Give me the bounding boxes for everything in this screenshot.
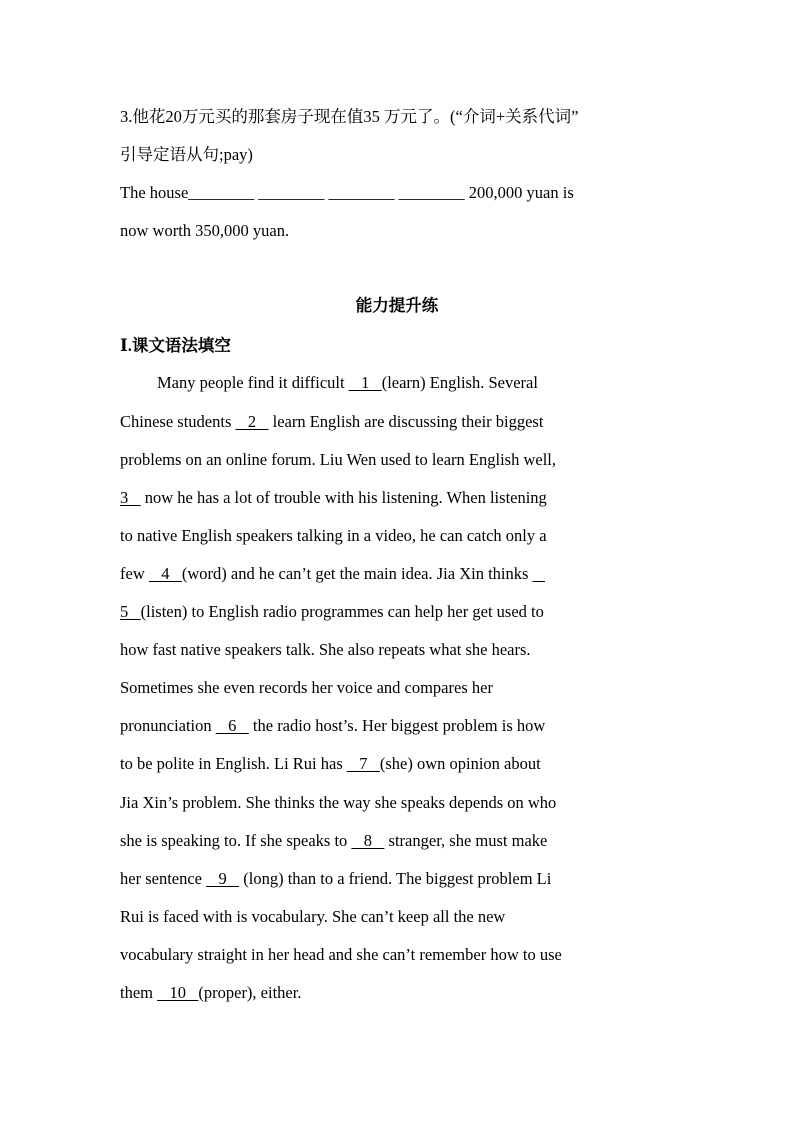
passage-text: to be polite in English. Li Rui has xyxy=(120,754,347,773)
passage-line: Rui is faced with is vocabulary. She can’t keep all the new xyxy=(120,907,506,926)
q3-answer-line2: now worth 350,000 yuan. xyxy=(120,221,290,240)
blank-6[interactable]: 6 xyxy=(215,716,249,735)
passage-line xyxy=(120,488,547,508)
blank-8[interactable]: 8 xyxy=(351,831,385,850)
passage-text: (she) own opinion about xyxy=(379,754,541,773)
passage-line xyxy=(120,564,545,584)
blank-2[interactable]: 2 xyxy=(235,412,269,431)
passage-text: (long) than to a friend. The biggest problem Li xyxy=(239,869,552,888)
passage-line xyxy=(120,716,545,736)
section-title: 能力提升练 xyxy=(355,296,439,315)
passage-line: Jia Xin’s problem. She thinks the way she speaks depends on who xyxy=(120,793,557,812)
q3-prompt-line1: 3.他花20万元买的那套房子现在值35 万元了。(“介词+关系代词” xyxy=(120,107,579,126)
q3-prompt-line2: 引导定语从句;pay) xyxy=(120,145,253,164)
passage-text: (word) and he can’t get the main idea. Jia Xin thinks xyxy=(181,564,533,583)
blank-1[interactable]: 1 xyxy=(348,373,382,392)
blank-9[interactable]: 9 xyxy=(206,869,240,888)
passage-text: (proper), either. xyxy=(198,983,302,1002)
passage-line: vocabulary straight in her head and she can’t remember how to use xyxy=(120,945,562,964)
passage-line: problems on an online forum. Liu Wen used to learn English well, xyxy=(120,450,556,469)
passage-text: pronunciation xyxy=(120,716,216,735)
passage-text: (learn) English. Several xyxy=(381,373,538,392)
passage-text: she is speaking to. If she speaks to xyxy=(120,831,352,850)
q3-answer-end: 200,000 yuan is xyxy=(464,183,574,202)
passage-line xyxy=(120,602,544,622)
passage-line xyxy=(120,869,551,889)
subsection-title: Ⅰ.课文语法填空 xyxy=(120,336,231,355)
passage-text: now he has a lot of trouble with his listening. When listening xyxy=(140,488,547,507)
passage-text: them xyxy=(120,983,158,1002)
passage-line: how fast native speakers talk. She also repeats what she hears. xyxy=(120,640,531,659)
passage-line xyxy=(120,412,543,432)
passage-line xyxy=(120,983,301,1003)
passage-text: Chinese students xyxy=(120,412,236,431)
passage-line: Sometimes she even records her voice and compares her xyxy=(120,678,493,697)
passage-line xyxy=(120,831,547,851)
q3-answer-start: The house xyxy=(120,183,189,202)
passage-text: stranger, she must make xyxy=(384,831,548,850)
passage-text: her sentence xyxy=(120,869,207,888)
passage-text: Many people find it difficult xyxy=(157,373,349,392)
passage-line: to native English speakers talking in a video, he can catch only a xyxy=(120,526,547,545)
blank-5-start[interactable] xyxy=(533,564,545,583)
blank-3[interactable]: 3 xyxy=(120,488,141,507)
passage-text: the radio host’s. Her biggest problem is how xyxy=(248,716,546,735)
blank-10[interactable]: 10 xyxy=(157,983,199,1002)
passage-text: learn English are discussing their biggest xyxy=(268,412,544,431)
q3-answer-blanks[interactable]: ________ ________ ________ ________ xyxy=(188,183,465,202)
passage-text: (listen) to English radio programmes can help her get used to xyxy=(140,602,544,621)
passage-text: few xyxy=(120,564,149,583)
passage-line xyxy=(120,754,541,774)
blank-7[interactable]: 7 xyxy=(346,754,380,773)
q3-answer-line1 xyxy=(120,183,574,203)
blank-5[interactable]: 5 xyxy=(120,602,141,621)
passage-line xyxy=(157,373,538,393)
blank-4[interactable]: 4 xyxy=(148,564,182,583)
